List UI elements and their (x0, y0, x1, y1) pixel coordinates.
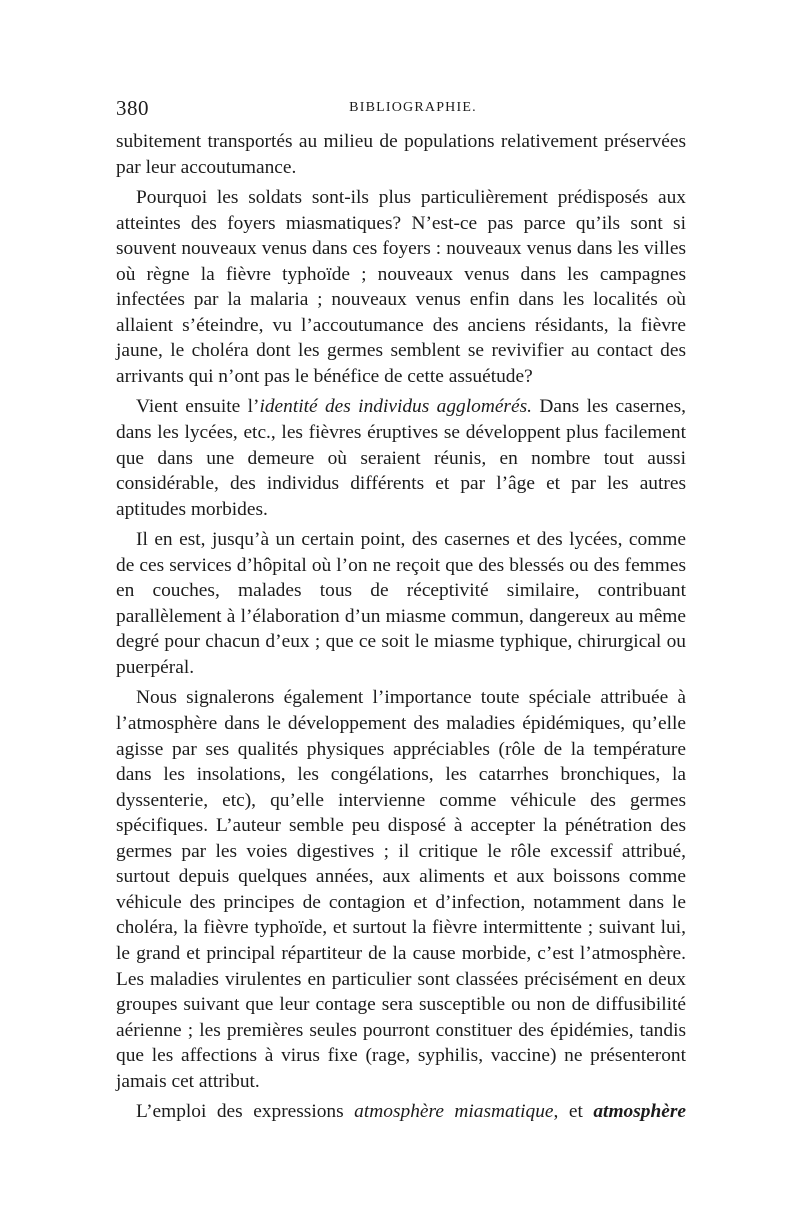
paragraph-text: , et (553, 1101, 594, 1123)
emphasis-text: atmosphère (593, 1101, 687, 1123)
paragraph-text: subitement transportés au milieu de populations relativement préservées par leur accoutumance. (116, 131, 686, 178)
page-number: 380 (116, 96, 149, 120)
paragraph (116, 394, 686, 522)
paragraph (116, 1099, 686, 1125)
body-text (116, 129, 686, 1130)
paragraph-text: Vient ensuite l’ (136, 396, 260, 418)
paragraph-text: Il en est, jusqu’à un certain point, des casernes et des lycées, comme de ces services d’hôpital où l’on ne reçoit que des blessés ou des femmes en couches, malades tous de réceptivité similaire, contribuant parallèlement à l’élaboration d’un miasme commun, dangereux au même degré pour chacun d’eux ; que ce soit le miasme typhique, chirurgical ou puerpéral. (116, 529, 686, 678)
paragraph-text: L’emploi des expressions (136, 1101, 355, 1123)
paragraph-text: Pourquoi les soldats sont-ils plus particulièrement prédisposés aux atteintes des foyers miasmatiques? N’est-ce pas parce qu’ils sont si souvent nouveaux venus dans ces foyers : nouveaux venus dans les villes où règne la fièvre typhoïde ; nouveaux venus dans les campagnes infectées par la malaria ; nouveaux venus enfin dans les localités où allaient s’éteindre, vu l’accoutumance des anciens résidants, la fièvre jaune, le choléra dont les germes semblent se revivifier au contact des arrivants qui n’ont pas le bénéfice de cette assuétude? (116, 187, 686, 387)
paragraph (116, 185, 686, 389)
paragraph (116, 129, 686, 180)
emphasis-text: atmosphère miasmatique (354, 1101, 554, 1123)
paragraph (116, 685, 686, 1094)
paragraph (116, 527, 686, 680)
paragraph-text: Dans les casernes, dans les lycées, etc., les fièvres éruptives se développent plus facilement que dans une demeure où seraient réunis, en nombre tout aussi considérable, des individus différents et par l’âge et par les autres aptitudes morbides. (116, 396, 687, 520)
emphasis-text: identité des individus agglomérés. (259, 396, 532, 418)
page-header (116, 96, 686, 126)
paragraph-text: Nous signalerons également l’importance toute spéciale attribuée à l’atmosphère dans le développement des maladies épidémiques, qu’elle agisse par ses qualités physiques appréciables (rôle de la température dans les insolations, les congélations, les catarrhes bronchiques, la dyssenterie, etc), qu’elle intervienne comme véhicule des germes spécifiques. L’auteur semble peu disposé à accepter la pénétration des germes par les voies digestives ; il critique le rôle excessif attribué, surtout depuis quelques années, aux aliments et aux boissons comme véhicule des principes de contagion et d’infection, notamment dans le choléra, la fièvre typhoïde, et surtout la fièvre intermittente ; suivant lui, le grand et principal répartiteur de la cause morbide, c’est l’atmosphère. Les maladies virulentes en particulier sont classées précisément en deux groupes suivant que leur contage sera susceptible ou non de diffusibilité aérienne ; les premières seules pourront constituer des épidémies, tandis que les affections à virus fixe (rage, syphilis, vaccine) ne présenteront jamais cet attribut. (116, 687, 686, 1092)
running-head: BIBLIOGRAPHIE. (349, 100, 477, 115)
